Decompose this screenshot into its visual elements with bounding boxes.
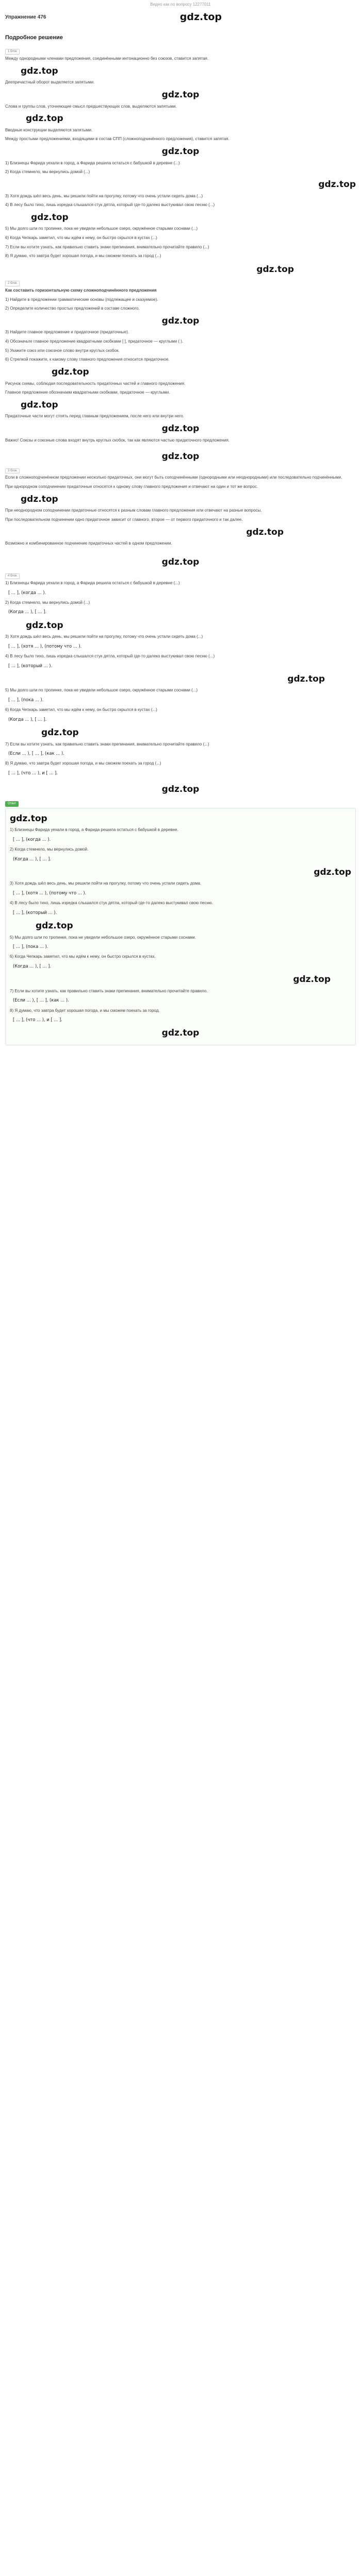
scheme: [ ... ], (хотя ... ), (потому что ... ). — [13, 890, 87, 895]
scheme: (Когда ... ), [ ... ]. — [8, 716, 47, 722]
answer-box — [5, 808, 356, 1045]
sentence: 7) Если вы хотите узнать, как правильно ставить знаки препинания, внимательно прочитайте правило (...) — [5, 741, 209, 747]
paragraph: Деепричастный оборот выделяется запятыми. — [5, 80, 95, 85]
watermark: gdz.top — [161, 423, 200, 434]
scheme: (Когда ... ), [ ... ]. — [8, 609, 47, 615]
watermark: gdz.top — [161, 315, 200, 326]
watermark: gdz.top — [21, 494, 58, 504]
sentence: 3) Хотя дождь шёл весь день, мы решили пойти на прогулку, потому что очень устали сидеть дома (...) — [5, 634, 203, 639]
answer-sentence: 4) В лесу было тихо, лишь изредка слышался стук дятла, который где-то далеко выстукивал свою песню. — [10, 901, 214, 906]
watermark: gdz.top — [52, 366, 89, 377]
watermark: gdz.top — [31, 212, 69, 223]
watermark: gdz.top — [21, 399, 58, 410]
scheme: [ ... ], (который ... ). — [8, 663, 53, 668]
scheme: [ ... ], (который ... ). — [13, 909, 57, 915]
watermark: gdz.top — [161, 451, 200, 462]
rule: При последовательном подчинении одно придаточное зависит от главного, второе — от первого придаточного и так далее. — [5, 517, 243, 522]
answer-sentence: 1) Близнецы Фарида уехали в город, а Фарида решила остаться с бабушкой в деревне. — [10, 827, 178, 833]
scheme: (Если ... ), [ ... ], (как ... ). — [13, 997, 69, 1003]
paragraph: Между простыми предложениями, входящими в состав СПП (сложноподчинённого предложения), ставится запятая. — [5, 137, 229, 142]
rule: Возможно и комбинированное подчинение придаточных частей в одном предложении. — [5, 541, 172, 546]
scheme: [ ... ], (что ... ), и [ ... ]. — [13, 1017, 62, 1023]
tag-scheme-title: 4 блок — [5, 573, 20, 579]
watermark: gdz.top — [41, 727, 79, 738]
top-link[interactable]: Видео как по вопросу 12277011 — [150, 2, 211, 7]
sentence: 2) Когда стемнело, мы вернулись домой (...) — [5, 170, 90, 175]
paragraph: Вводные конструкции выделяются запятыми. — [5, 127, 93, 132]
scheme: [ ... ], (когда ... ). — [8, 589, 46, 595]
watermark: gdz.top — [36, 920, 73, 931]
watermark: gdz.top — [161, 784, 200, 795]
answer-sentence: 6) Когда Чепкарь заметил, что мы идём к нему, он быстро скрылся в кустах. — [10, 954, 156, 959]
watermark: gdz.top — [287, 673, 325, 684]
answer-sentence: 7) Если вы хотите узнать, как правильно ставить знаки препинания, внимательно прочитайте правило. — [10, 988, 208, 993]
answer-sentence: 5) Мы долго шли по тропинке, пока не увидели небольшое озеро, окружённое старыми соснами. — [10, 935, 196, 940]
watermark: gdz.top — [21, 65, 58, 76]
sentence: 4) В лесу было тихо, лишь изредка слышался стук дятла, который где-то далеко выстукивал свою песню (...) — [5, 202, 215, 208]
watermark: gdz.top — [256, 264, 294, 275]
tag-answer: Ответ — [5, 801, 19, 807]
how-to-step: 3) Найдите главное предложение и придаточное (придаточные). — [5, 330, 129, 335]
sentence: 6) Когда Чепкарь заметил, что мы идём к нему, он быстро скрылся в кустах (...) — [5, 235, 157, 240]
sentence: 8) Я думаю, что завтра будет хорошая погода, и мы сможем поехать за город (...) — [5, 761, 161, 766]
tag-task: 1 блок — [5, 49, 20, 55]
how-to-step: 2) Определите количество простых предложений в составе сложного. — [5, 306, 140, 311]
example: Придаточные части могут стоять перед главным предложением, после него или внутри него. — [5, 414, 184, 419]
example: Важно! Союзы и союзные слова входят внутрь круглых скобок, так как являются частью придаточного предложения. — [5, 437, 230, 443]
sentence: 6) Когда Чепкарь заметил, что мы идём к нему, он быстро скрылся в кустах (...) — [5, 707, 157, 713]
watermark: gdz.top — [314, 867, 351, 877]
how-to-heading: Как составить горизонтальную схему сложноподчинённого предложения — [5, 288, 157, 293]
content — [0, 10, 361, 1045]
answer-sentence: 8) Я думаю, что завтра будет хорошая погода, и мы сможем поехать за город. — [10, 1008, 160, 1013]
scheme: (Когда ... ), [ ... ]. — [13, 963, 52, 969]
tag-scheme: 3 блок — [5, 468, 20, 474]
answer-sentence: 2) Когда стемнело, мы вернулись домой. — [10, 846, 89, 852]
rule: Если в сложноподчинённом предложении несколько придаточных, они могут быть соподчинёнными (однородными или неоднородными) или последовательно подчинёнными. — [5, 475, 342, 480]
tag-check: 2 блок — [5, 281, 20, 286]
sentences-block — [5, 160, 356, 259]
watermark: gdz.top — [161, 90, 200, 100]
watermark: gdz.top — [161, 146, 200, 157]
watermark: gdz.top — [26, 620, 63, 631]
paragraph: Между однородными членами предложения, соединёнными интонационно без союзов, ставится запятая. — [5, 56, 209, 61]
sentence: 1) Близнецы Фарида уехали в город, а Фарида решила остаться с бабушкой в деревне (...) — [5, 581, 180, 586]
sentence: 7) Если вы хотите узнать, как правильно ставить знаки препинания, внимательно прочитайте правило (...) — [5, 244, 209, 249]
watermark: gdz.top — [161, 556, 200, 567]
scheme: [ ... ], (пока ... ). — [8, 697, 44, 703]
answer-sentence: 3) Хотя дождь шёл весь день, мы решили пойти на прогулку, потому что очень устали сидеть дома. — [10, 881, 202, 886]
how-to-step: 6) Стрелкой покажите, к какому слову главного предложения относится придаточное. — [5, 357, 170, 362]
schemes-block — [5, 580, 356, 776]
watermark: gdz.top — [161, 1028, 200, 1039]
rule: При неоднородном соподчинении придаточные относятся к разным словам главного предложения или отвечают на разные вопросы. — [5, 508, 262, 513]
sentence: 3) Хотя дождь шёл весь день, мы решили пойти на прогулку, потому что очень устали сидеть дома (...) — [5, 193, 203, 198]
watermark: gdz.top — [26, 113, 63, 124]
scheme: [ ... ], (когда ... ). — [13, 836, 51, 842]
example: Рисунок схемы, соблюдая последовательность придаточных частей и главного предложения. — [5, 381, 186, 386]
how-to-step: 5) Укажите союз или союзное слово внутри круглых скобок. — [5, 348, 120, 353]
how-to-step: 4) Обозначьте главное предложение квадратными скобками [ ], придаточное — круглыми ( ). — [5, 339, 184, 344]
scheme: (Если ... ), [ ... ], (как ... ). — [8, 751, 64, 756]
scheme: [ ... ], (пока ... ). — [13, 944, 48, 950]
sentence: 2) Когда стемнело, мы вернулись домой (...) — [5, 600, 90, 605]
how-to-step: 1) Найдите в предложении грамматические основы (подлежащее и сказуемое). — [5, 297, 158, 302]
watermark: gdz.top — [10, 813, 47, 824]
sentence: 1) Близнецы Фарида уехали в город, а Фарида решила остаться с бабушкой в деревне (...) — [5, 160, 180, 165]
example: Главное предложение обозначаем квадратными скобками, придаточное — круглыми. — [5, 390, 170, 395]
scheme: [ ... ], (что ... ), и [ ... ]. — [8, 770, 58, 776]
sentence: 5) Мы долго шли по тропинке, пока не увидели небольшое озеро, окружённое старыми соснами (...) — [5, 688, 198, 693]
sentence: 8) Я думаю, что завтра будет хорошая погода, и мы сможем поехать за город (...) — [5, 253, 161, 259]
watermark: gdz.top — [293, 974, 331, 985]
watermark: gdz.top — [246, 527, 284, 537]
exercise-title: Упражнение 476 — [5, 14, 46, 20]
sentence: 5) Мы долго шли по тропинке, пока не увидели небольшое озеро, окружённое старыми соснами (...) — [5, 226, 198, 231]
paragraph: Слова и группы слов, уточняющие смысл предшествующих слов, выделяются запятыми. — [5, 104, 177, 109]
watermark: gdz.top — [318, 179, 356, 190]
sentence: 4) В лесу было тихо, лишь изредка слышался стук дятла, который где-то далеко выстукивал свою песню (...) — [5, 654, 215, 659]
rule: При однородном соподчинении придаточные относятся к одному слову главного предложения и отвечают на один и тот же вопрос. — [5, 484, 258, 489]
scheme: [ ... ], (хотя ... ), (потому что ... ). — [8, 643, 82, 649]
solution-heading: Подробное решение — [5, 34, 63, 41]
watermark: gdz.top — [179, 11, 222, 23]
header-row — [5, 10, 356, 25]
scheme: (Когда ... ), [ ... ]. — [13, 856, 52, 861]
